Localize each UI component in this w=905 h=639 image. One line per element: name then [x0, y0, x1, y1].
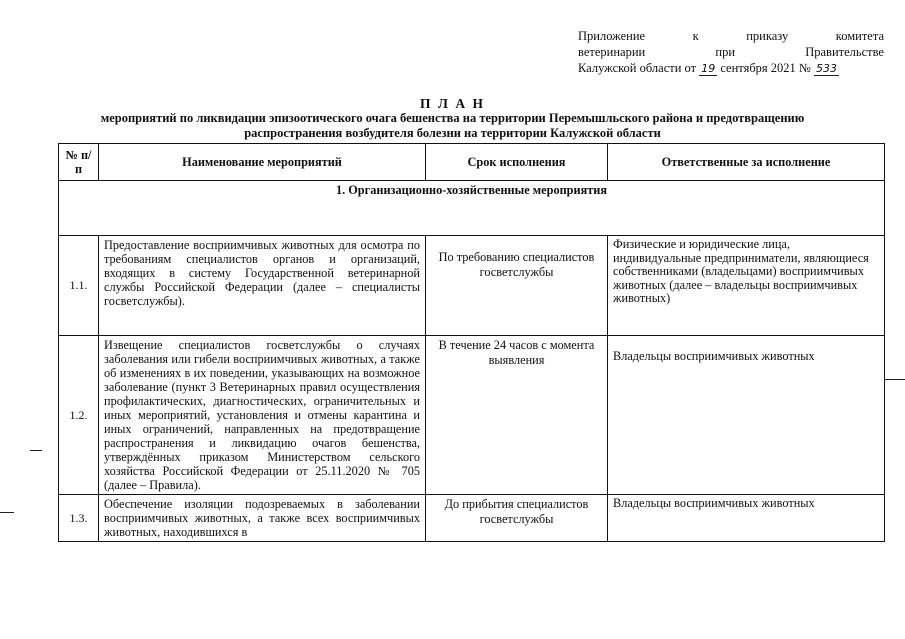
appendix-word: приказу: [746, 29, 789, 43]
appendix-note: [578, 28, 884, 76]
plan-subtitle-line-2: распространения возбудителя болезни на территории Калужской области: [244, 126, 661, 140]
handwritten-day: 19: [701, 62, 716, 75]
appendix-line-2: [578, 44, 884, 60]
plan-table: [58, 143, 885, 542]
appendix-word: при: [715, 45, 736, 59]
section-title: 1. Организационно-хозяйственные мероприятия: [59, 181, 885, 236]
scan-edge-line: [885, 379, 905, 380]
row-activity: Предоставление восприимчивых животных для осмотра по требованиям специалистов органов и организаций, входящих в систему Государственной ветеринарной службы Российской Федерации (далее – специалисты госветслужбы).: [99, 236, 426, 336]
plan-subtitle: [0, 111, 905, 141]
table-row: [59, 495, 885, 542]
table-row: [59, 336, 885, 495]
row-responsible: Владельцы восприимчивых животных: [608, 495, 885, 542]
row-number: 1.1.: [59, 236, 99, 336]
header-num: № п/п: [59, 144, 99, 181]
row-number: 1.2.: [59, 336, 99, 495]
appendix-line-1: [578, 28, 884, 44]
header-name: Наименование мероприятий: [99, 144, 426, 181]
section-row: [59, 181, 885, 236]
header-term: Срок исполнения: [426, 144, 608, 181]
row-responsible: Физические и юридические лица, индивидуальные предприниматели, являющиеся собственниками (владельцами) восприимчивых животных (далее – владельцы восприимчивых животных): [608, 236, 885, 336]
handwritten-order-number: 533: [815, 62, 837, 75]
appendix-month-year: сентября 2021 №: [720, 61, 811, 75]
appendix-word: комитета: [835, 29, 884, 43]
appendix-word: ветеринарии: [578, 45, 646, 59]
row-term: До прибытия специалистов госветслужбы: [426, 495, 608, 542]
row-responsible: Владельцы восприимчивых животных: [608, 336, 885, 495]
scan-margin-mark: [0, 512, 14, 513]
appendix-line-3: [578, 60, 884, 76]
row-activity: Извещение специалистов госветслужбы о случаях заболевания или гибели восприимчивых животных, а также об изменениях в их поведении, указывающих на возможное заболевание (пункт 3 Ветеринарных правил осуществления профилактических, диагностических, ограничительных и иных мероприятий, установления и отмены карантина и иных ограничений, направленных на предотвращение распространения и ликвидацию очагов бешенства, утверждённых приказом Министерством сельского хозяйства Российской Федерации от 25.11.2020 № 705 (далее – Правила).: [99, 336, 426, 495]
table-header-row: [59, 144, 885, 181]
row-activity: Обеспечение изоляции подозреваемых в заболевании восприимчивых животных, а также всех восприимчивых животных, находившихся в: [99, 495, 426, 542]
plan-subtitle-line-1: мероприятий по ликвидации эпизоотического очага бешенства на территории Перемышльского района и предотвращению: [100, 111, 805, 125]
row-term: В течение 24 часов с момента выявления: [426, 336, 608, 495]
plan-heading: П Л А Н: [420, 96, 485, 111]
scan-margin-mark: [30, 450, 42, 451]
appendix-word: Приложение: [578, 29, 646, 43]
appendix-word: к: [692, 29, 699, 43]
header-responsible: Ответственные за исполнение: [608, 144, 885, 181]
row-term: По требованию специалистов госветслужбы: [426, 236, 608, 336]
appendix-word: Правительстве: [805, 45, 884, 59]
row-number: 1.3.: [59, 495, 99, 542]
appendix-date-prefix: Калужской области от: [578, 61, 697, 75]
table-row: [59, 236, 885, 336]
